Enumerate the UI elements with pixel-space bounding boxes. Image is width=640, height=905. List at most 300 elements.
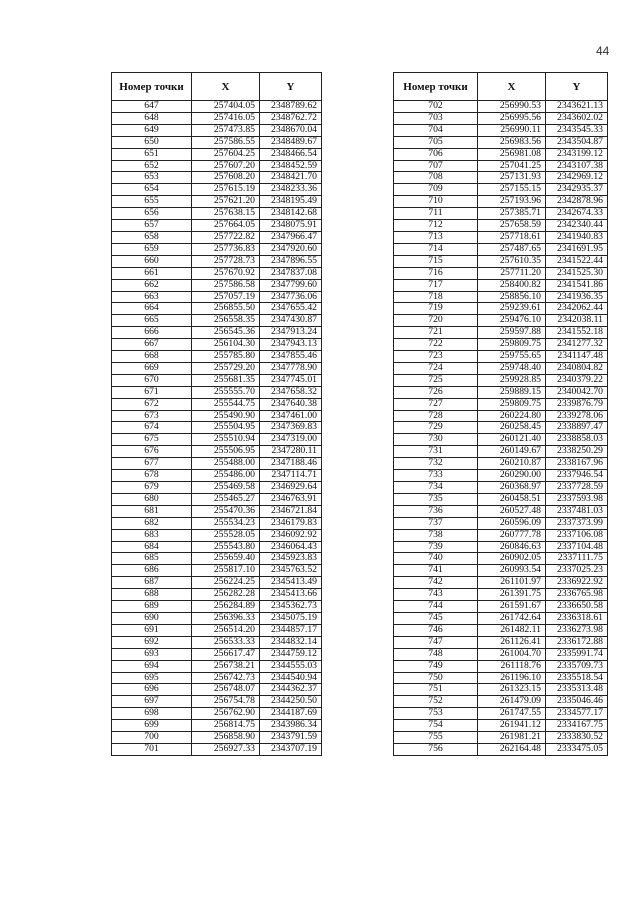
point-number-cell: 732 <box>394 458 478 470</box>
y-coordinate-cell: 2343621.13 <box>546 101 608 113</box>
x-coordinate-cell: 257131.93 <box>478 172 546 184</box>
table-row <box>112 708 322 720</box>
table-row <box>112 434 322 446</box>
point-number-cell: 672 <box>112 398 192 410</box>
y-coordinate-cell: 2348466.54 <box>260 148 322 160</box>
table-row <box>112 589 322 601</box>
x-coordinate-cell: 258400.82 <box>478 279 546 291</box>
y-coordinate-cell: 2341525.30 <box>546 267 608 279</box>
point-number-cell: 691 <box>112 624 192 636</box>
point-number-cell: 670 <box>112 374 192 386</box>
table-row <box>112 624 322 636</box>
y-coordinate-cell: 2347736.06 <box>260 291 322 303</box>
point-number-cell: 744 <box>394 601 478 613</box>
table-row <box>112 303 322 315</box>
y-coordinate-cell: 2343504.87 <box>546 136 608 148</box>
x-coordinate-cell: 260368.97 <box>478 482 546 494</box>
table-row <box>394 362 608 374</box>
point-number-cell: 663 <box>112 291 192 303</box>
point-number-cell: 692 <box>112 636 192 648</box>
point-number-cell: 652 <box>112 160 192 172</box>
y-coordinate-cell: 2339876.79 <box>546 398 608 410</box>
x-coordinate-cell: 257473.85 <box>192 124 260 136</box>
table-row <box>112 696 322 708</box>
point-number-cell: 714 <box>394 243 478 255</box>
table-row <box>112 422 322 434</box>
table-row <box>112 636 322 648</box>
point-number-cell: 654 <box>112 184 192 196</box>
point-number-cell: 686 <box>112 565 192 577</box>
point-number-cell: 700 <box>112 732 192 744</box>
y-coordinate-cell: 2344857.17 <box>260 624 322 636</box>
y-coordinate-cell: 2340804.82 <box>546 362 608 374</box>
x-coordinate-cell: 258856.10 <box>478 291 546 303</box>
x-coordinate-cell: 257670.92 <box>192 267 260 279</box>
point-number-cell: 702 <box>394 101 478 113</box>
y-coordinate-cell: 2344759.12 <box>260 648 322 660</box>
y-coordinate-cell: 2336172.88 <box>546 636 608 648</box>
x-coordinate-cell: 256995.56 <box>478 112 546 124</box>
x-coordinate-cell: 257385.71 <box>478 208 546 220</box>
table-row <box>394 112 608 124</box>
point-number-cell: 690 <box>112 612 192 624</box>
x-coordinate-cell: 257615.19 <box>192 184 260 196</box>
point-number-cell: 739 <box>394 541 478 553</box>
y-coordinate-cell: 2342969.12 <box>546 172 608 184</box>
y-coordinate-cell: 2337728.59 <box>546 482 608 494</box>
point-number-cell: 733 <box>394 470 478 482</box>
x-coordinate-cell: 256855.50 <box>192 303 260 315</box>
point-number-cell: 650 <box>112 136 192 148</box>
x-coordinate-cell: 261118.76 <box>478 660 546 672</box>
y-coordinate-cell: 2342038.11 <box>546 315 608 327</box>
point-number-cell: 740 <box>394 553 478 565</box>
x-coordinate-cell: 256617.47 <box>192 648 260 660</box>
x-coordinate-cell: 256533.33 <box>192 636 260 648</box>
table-row <box>394 505 608 517</box>
point-number-cell: 745 <box>394 612 478 624</box>
point-number-cell: 711 <box>394 208 478 220</box>
y-coordinate-cell: 2345413.49 <box>260 577 322 589</box>
x-coordinate-cell: 257193.96 <box>478 196 546 208</box>
point-number-cell: 743 <box>394 589 478 601</box>
y-coordinate-cell: 2347913.24 <box>260 327 322 339</box>
x-coordinate-cell: 261126.41 <box>478 636 546 648</box>
point-number-cell: 658 <box>112 231 192 243</box>
point-number-cell: 662 <box>112 279 192 291</box>
y-coordinate-cell: 2347655.42 <box>260 303 322 315</box>
point-number-cell: 748 <box>394 648 478 660</box>
x-coordinate-cell: 259809.75 <box>478 339 546 351</box>
point-number-cell: 707 <box>394 160 478 172</box>
point-number-cell: 755 <box>394 732 478 744</box>
x-coordinate-cell: 262164.48 <box>478 743 546 755</box>
table-row <box>394 482 608 494</box>
table-row <box>112 470 322 482</box>
point-number-cell: 651 <box>112 148 192 160</box>
table-row <box>112 243 322 255</box>
y-coordinate-cell: 2337111.75 <box>546 553 608 565</box>
table-row <box>112 684 322 696</box>
x-coordinate-cell: 256748.07 <box>192 684 260 696</box>
y-coordinate-cell: 2336273.98 <box>546 624 608 636</box>
table-row <box>112 577 322 589</box>
table-row <box>394 339 608 351</box>
point-number-cell: 713 <box>394 231 478 243</box>
table-row <box>394 743 608 755</box>
y-coordinate-cell: 2343107.38 <box>546 160 608 172</box>
x-coordinate-cell: 257041.25 <box>478 160 546 172</box>
x-coordinate-cell: 256983.56 <box>478 136 546 148</box>
point-number-cell: 710 <box>394 196 478 208</box>
x-coordinate-cell: 257722.82 <box>192 231 260 243</box>
table-row <box>112 315 322 327</box>
table-row <box>394 493 608 505</box>
x-coordinate-cell: 261742.64 <box>478 612 546 624</box>
header-x: X <box>192 73 260 101</box>
y-coordinate-cell: 2340379.22 <box>546 374 608 386</box>
y-coordinate-cell: 2346721.84 <box>260 505 322 517</box>
table-row <box>112 351 322 363</box>
y-coordinate-cell: 2346763.91 <box>260 493 322 505</box>
y-coordinate-cell: 2337481.03 <box>546 505 608 517</box>
y-coordinate-cell: 2347855.46 <box>260 351 322 363</box>
point-number-cell: 656 <box>112 208 192 220</box>
table-row <box>394 446 608 458</box>
table-row <box>394 303 608 315</box>
table-row <box>112 505 322 517</box>
table-row <box>112 743 322 755</box>
table-row <box>394 672 608 684</box>
x-coordinate-cell: 256396.33 <box>192 612 260 624</box>
point-number-cell: 665 <box>112 315 192 327</box>
point-number-cell: 742 <box>394 577 478 589</box>
y-coordinate-cell: 2347640.38 <box>260 398 322 410</box>
y-coordinate-cell: 2335313.48 <box>546 684 608 696</box>
table-row <box>112 101 322 113</box>
point-number-cell: 753 <box>394 708 478 720</box>
x-coordinate-cell: 256762.90 <box>192 708 260 720</box>
point-number-cell: 721 <box>394 327 478 339</box>
y-coordinate-cell: 2341541.86 <box>546 279 608 291</box>
x-coordinate-cell: 256558.35 <box>192 315 260 327</box>
table-row <box>394 422 608 434</box>
table-row <box>394 220 608 232</box>
x-coordinate-cell: 256545.36 <box>192 327 260 339</box>
y-coordinate-cell: 2343707.19 <box>260 743 322 755</box>
x-coordinate-cell: 261004.70 <box>478 648 546 660</box>
y-coordinate-cell: 2348142.68 <box>260 208 322 220</box>
y-coordinate-cell: 2348789.62 <box>260 101 322 113</box>
y-coordinate-cell: 2347658.32 <box>260 386 322 398</box>
point-number-cell: 737 <box>394 517 478 529</box>
x-coordinate-cell: 255543.80 <box>192 541 260 553</box>
page-number: 44 <box>596 44 610 58</box>
table-row <box>394 696 608 708</box>
x-coordinate-cell: 260527.48 <box>478 505 546 517</box>
y-coordinate-cell: 2344555.03 <box>260 660 322 672</box>
point-number-cell: 704 <box>394 124 478 136</box>
x-coordinate-cell: 256282.28 <box>192 589 260 601</box>
point-number-cell: 696 <box>112 684 192 696</box>
point-number-cell: 667 <box>112 339 192 351</box>
x-coordinate-cell: 260121.40 <box>478 434 546 446</box>
table-row <box>394 327 608 339</box>
table-row <box>112 660 322 672</box>
table-row <box>394 720 608 732</box>
x-coordinate-cell: 260290.00 <box>478 470 546 482</box>
table-row <box>112 517 322 529</box>
y-coordinate-cell: 2342935.37 <box>546 184 608 196</box>
x-coordinate-cell: 255544.75 <box>192 398 260 410</box>
x-coordinate-cell: 256990.53 <box>478 101 546 113</box>
table-row <box>112 612 322 624</box>
y-coordinate-cell: 2335991.74 <box>546 648 608 660</box>
x-coordinate-cell: 256754.78 <box>192 696 260 708</box>
y-coordinate-cell: 2345923.83 <box>260 553 322 565</box>
y-coordinate-cell: 2337946.54 <box>546 470 608 482</box>
x-coordinate-cell: 255506.95 <box>192 446 260 458</box>
x-coordinate-cell: 255470.36 <box>192 505 260 517</box>
table-row <box>112 601 322 613</box>
point-number-cell: 693 <box>112 648 192 660</box>
x-coordinate-cell: 255555.70 <box>192 386 260 398</box>
x-coordinate-cell: 261101.97 <box>478 577 546 589</box>
point-number-cell: 649 <box>112 124 192 136</box>
point-number-cell: 684 <box>112 541 192 553</box>
point-number-cell: 717 <box>394 279 478 291</box>
table-row <box>394 101 608 113</box>
table-row <box>112 553 322 565</box>
y-coordinate-cell: 2343545.33 <box>546 124 608 136</box>
point-number-cell: 747 <box>394 636 478 648</box>
point-number-cell: 750 <box>394 672 478 684</box>
table-row <box>112 327 322 339</box>
x-coordinate-cell: 256742.73 <box>192 672 260 684</box>
y-coordinate-cell: 2337104.48 <box>546 541 608 553</box>
x-coordinate-cell: 256284.89 <box>192 601 260 613</box>
x-coordinate-cell: 257621.20 <box>192 196 260 208</box>
coordinates-table-left <box>111 72 322 756</box>
table-row <box>394 172 608 184</box>
x-coordinate-cell: 260993.54 <box>478 565 546 577</box>
point-number-cell: 664 <box>112 303 192 315</box>
y-coordinate-cell: 2347319.00 <box>260 434 322 446</box>
point-number-cell: 703 <box>394 112 478 124</box>
table-row <box>394 458 608 470</box>
y-coordinate-cell: 2341552.18 <box>546 327 608 339</box>
table-row <box>394 577 608 589</box>
table-row <box>394 553 608 565</box>
y-coordinate-cell: 2348489.67 <box>260 136 322 148</box>
x-coordinate-cell: 257487.65 <box>478 243 546 255</box>
y-coordinate-cell: 2347188.46 <box>260 458 322 470</box>
x-coordinate-cell: 255681.35 <box>192 374 260 386</box>
y-coordinate-cell: 2337373.99 <box>546 517 608 529</box>
point-number-cell: 659 <box>112 243 192 255</box>
y-coordinate-cell: 2343986.34 <box>260 720 322 732</box>
table-row <box>394 517 608 529</box>
y-coordinate-cell: 2348195.49 <box>260 196 322 208</box>
x-coordinate-cell: 255465.27 <box>192 493 260 505</box>
table-row <box>112 732 322 744</box>
table-row <box>112 458 322 470</box>
x-coordinate-cell: 259239.61 <box>478 303 546 315</box>
y-coordinate-cell: 2347920.60 <box>260 243 322 255</box>
table-header-row <box>112 73 322 101</box>
y-coordinate-cell: 2342340.44 <box>546 220 608 232</box>
x-coordinate-cell: 256981.08 <box>478 148 546 160</box>
point-number-cell: 698 <box>112 708 192 720</box>
point-number-cell: 697 <box>112 696 192 708</box>
x-coordinate-cell: 261941.12 <box>478 720 546 732</box>
table-row <box>112 410 322 422</box>
point-number-cell: 699 <box>112 720 192 732</box>
x-coordinate-cell: 261391.75 <box>478 589 546 601</box>
table-row <box>112 172 322 184</box>
table-row <box>112 493 322 505</box>
x-coordinate-cell: 255659.40 <box>192 553 260 565</box>
x-coordinate-cell: 261479.09 <box>478 696 546 708</box>
table-row <box>394 291 608 303</box>
point-number-cell: 756 <box>394 743 478 755</box>
x-coordinate-cell: 261981.21 <box>478 732 546 744</box>
table-row <box>394 208 608 220</box>
point-number-cell: 716 <box>394 267 478 279</box>
table-row <box>394 148 608 160</box>
point-number-cell: 754 <box>394 720 478 732</box>
y-coordinate-cell: 2348421.70 <box>260 172 322 184</box>
table-row <box>394 565 608 577</box>
y-coordinate-cell: 2337025.23 <box>546 565 608 577</box>
y-coordinate-cell: 2347837.08 <box>260 267 322 279</box>
x-coordinate-cell: 260210.87 <box>478 458 546 470</box>
y-coordinate-cell: 2342062.44 <box>546 303 608 315</box>
point-number-cell: 689 <box>112 601 192 613</box>
point-number-cell: 668 <box>112 351 192 363</box>
header-y: Y <box>260 73 322 101</box>
y-coordinate-cell: 2346092.92 <box>260 529 322 541</box>
point-number-cell: 671 <box>112 386 192 398</box>
point-number-cell: 726 <box>394 386 478 398</box>
x-coordinate-cell: 256858.90 <box>192 732 260 744</box>
x-coordinate-cell: 256990.11 <box>478 124 546 136</box>
x-coordinate-cell: 257607.20 <box>192 160 260 172</box>
y-coordinate-cell: 2344362.37 <box>260 684 322 696</box>
point-number-cell: 683 <box>112 529 192 541</box>
y-coordinate-cell: 2336650.58 <box>546 601 608 613</box>
x-coordinate-cell: 260224.80 <box>478 410 546 422</box>
point-number-cell: 746 <box>394 624 478 636</box>
table-row <box>112 362 322 374</box>
x-coordinate-cell: 260596.09 <box>478 517 546 529</box>
y-coordinate-cell: 2342878.96 <box>546 196 608 208</box>
x-coordinate-cell: 257404.05 <box>192 101 260 113</box>
table-row <box>394 374 608 386</box>
y-coordinate-cell: 2344540.94 <box>260 672 322 684</box>
point-number-cell: 648 <box>112 112 192 124</box>
point-number-cell: 723 <box>394 351 478 363</box>
point-number-cell: 695 <box>112 672 192 684</box>
point-number-cell: 705 <box>394 136 478 148</box>
point-number-cell: 752 <box>394 696 478 708</box>
y-coordinate-cell: 2335518.54 <box>546 672 608 684</box>
y-coordinate-cell: 2342674.33 <box>546 208 608 220</box>
point-number-cell: 706 <box>394 148 478 160</box>
table-row <box>394 470 608 482</box>
header-x: X <box>478 73 546 101</box>
x-coordinate-cell: 256927.33 <box>192 743 260 755</box>
y-coordinate-cell: 2341522.44 <box>546 255 608 267</box>
x-coordinate-cell: 256814.75 <box>192 720 260 732</box>
table-row <box>112 279 322 291</box>
point-number-cell: 722 <box>394 339 478 351</box>
table-row <box>394 732 608 744</box>
table-row <box>112 398 322 410</box>
table-row <box>394 267 608 279</box>
point-number-cell: 718 <box>394 291 478 303</box>
x-coordinate-cell: 256738.21 <box>192 660 260 672</box>
y-coordinate-cell: 2335046.46 <box>546 696 608 708</box>
x-coordinate-cell: 257604.25 <box>192 148 260 160</box>
x-coordinate-cell: 256514.20 <box>192 624 260 636</box>
table-row <box>394 231 608 243</box>
table-row <box>112 160 322 172</box>
y-coordinate-cell: 2341940.83 <box>546 231 608 243</box>
header-y: Y <box>546 73 608 101</box>
table-row <box>112 231 322 243</box>
y-coordinate-cell: 2345075.19 <box>260 612 322 624</box>
point-number-cell: 673 <box>112 410 192 422</box>
table-row <box>112 267 322 279</box>
y-coordinate-cell: 2347943.13 <box>260 339 322 351</box>
x-coordinate-cell: 259748.40 <box>478 362 546 374</box>
point-number-cell: 685 <box>112 553 192 565</box>
y-coordinate-cell: 2344250.50 <box>260 696 322 708</box>
y-coordinate-cell: 2348670.04 <box>260 124 322 136</box>
point-number-cell: 712 <box>394 220 478 232</box>
table-row <box>394 589 608 601</box>
y-coordinate-cell: 2334167.75 <box>546 720 608 732</box>
x-coordinate-cell: 257728.73 <box>192 255 260 267</box>
y-coordinate-cell: 2347430.87 <box>260 315 322 327</box>
table-row <box>112 720 322 732</box>
point-number-cell: 751 <box>394 684 478 696</box>
x-coordinate-cell: 256104.30 <box>192 339 260 351</box>
point-number-cell: 687 <box>112 577 192 589</box>
table-row <box>394 648 608 660</box>
table-row <box>112 541 322 553</box>
point-number-cell: 676 <box>112 446 192 458</box>
table-row <box>112 208 322 220</box>
x-coordinate-cell: 255488.00 <box>192 458 260 470</box>
x-coordinate-cell: 260458.51 <box>478 493 546 505</box>
table-row <box>112 529 322 541</box>
y-coordinate-cell: 2347114.71 <box>260 470 322 482</box>
x-coordinate-cell: 257416.05 <box>192 112 260 124</box>
table-row <box>112 374 322 386</box>
point-number-cell: 675 <box>112 434 192 446</box>
x-coordinate-cell: 259809.75 <box>478 398 546 410</box>
x-coordinate-cell: 257664.05 <box>192 220 260 232</box>
point-number-cell: 730 <box>394 434 478 446</box>
y-coordinate-cell: 2336318.61 <box>546 612 608 624</box>
y-coordinate-cell: 2338858.03 <box>546 434 608 446</box>
y-coordinate-cell: 2337593.98 <box>546 493 608 505</box>
y-coordinate-cell: 2339278.06 <box>546 410 608 422</box>
table-row <box>112 386 322 398</box>
header-point-number: Номер точки <box>112 73 192 101</box>
